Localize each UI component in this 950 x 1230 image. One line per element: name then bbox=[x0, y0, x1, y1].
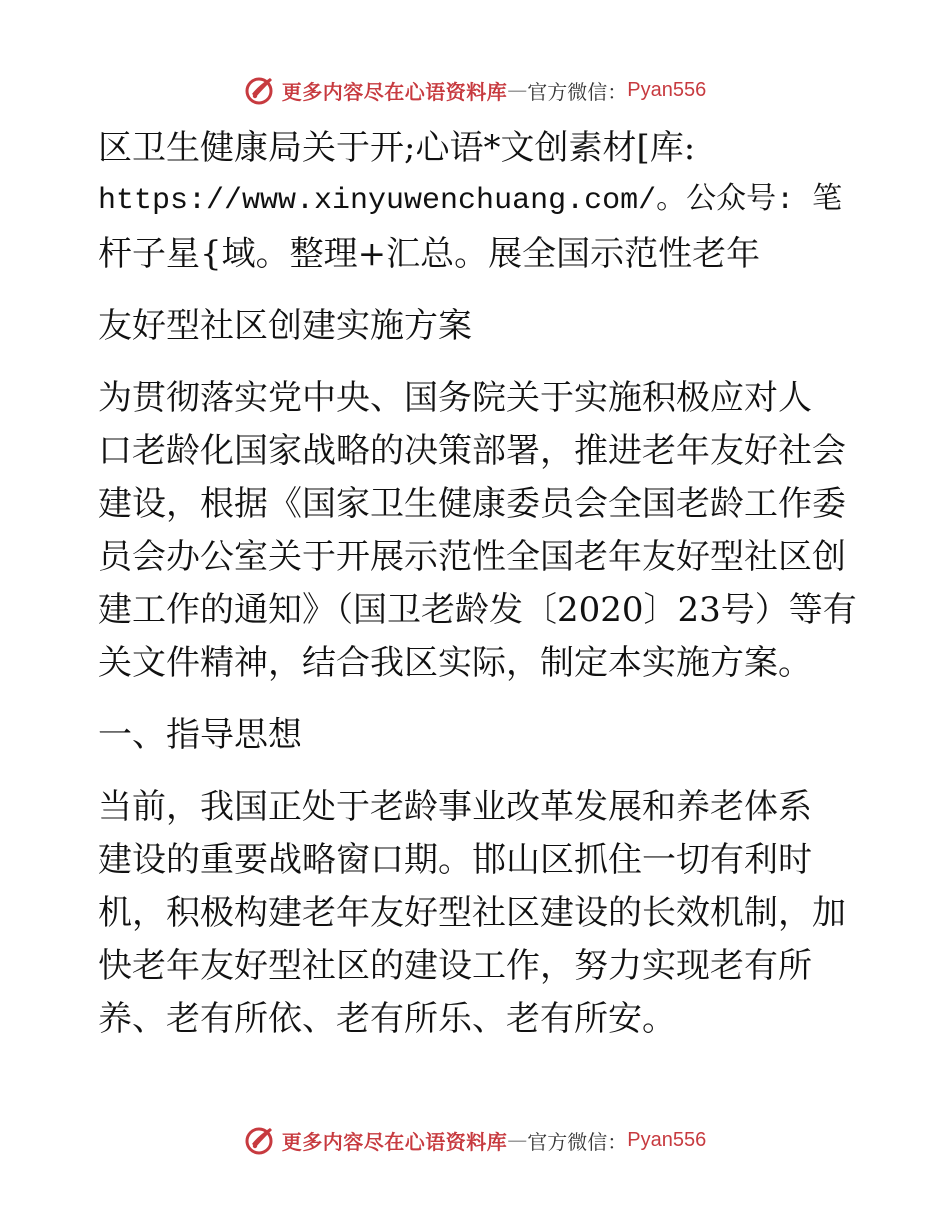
text-line: 快老年友好型社区的建设工作，努力实现老有所 bbox=[98, 946, 812, 986]
watermark-handle: Pyan556 bbox=[627, 78, 707, 101]
watermark-official-label: 官方微信： bbox=[527, 79, 628, 104]
intro-paragraph bbox=[98, 122, 858, 281]
brush-logo-icon bbox=[244, 1124, 276, 1156]
text-line: 员会办公室关于开展示范性全国老年友好型社区创 bbox=[98, 537, 846, 577]
document-body bbox=[98, 122, 858, 1065]
text-line: 一、指导思想 bbox=[98, 715, 302, 755]
text-line: 关文件精神，结合我区实际，制定本实施方案。 bbox=[98, 643, 812, 683]
watermark-brand: 更多内容尽在心语资料库 bbox=[281, 79, 508, 104]
watermark-banner-top bbox=[0, 70, 950, 110]
text-line: 为贯彻落实党中央、国务院关于实施积极应对人 bbox=[98, 378, 812, 418]
document-title-line bbox=[98, 300, 858, 353]
guiding-thought-paragraph bbox=[98, 781, 858, 1046]
text-line-url: https://www.xinyuwenchuang.com/。公众号: 笔 bbox=[98, 184, 843, 218]
text-line: 建设的重要战略窗口期。邯山区抓住一切有利时 bbox=[98, 840, 812, 880]
watermark-brand: 更多内容尽在心语资料库 bbox=[281, 1129, 508, 1154]
preamble-paragraph bbox=[98, 372, 858, 690]
watermark-separator: — bbox=[507, 1128, 528, 1152]
brush-logo-icon bbox=[244, 74, 276, 106]
text-line: 当前，我国正处于老龄事业改革发展和养老体系 bbox=[98, 787, 812, 827]
text-line: 建工作的通知》（国卫老龄发〔2020〕23号）等有 bbox=[98, 590, 857, 630]
text-line: 机，积极构建老年友好型社区建设的长效机制，加 bbox=[98, 893, 846, 933]
watermark-separator: — bbox=[507, 78, 528, 102]
text-line: 口老龄化国家战略的决策部署，推进老年友好社会 bbox=[98, 431, 846, 471]
text-line: 杆子星{域。整理+汇总。展全国示范性老年 bbox=[98, 234, 761, 274]
section-heading bbox=[98, 709, 858, 762]
text-line: 区卫生健康局关于开;心语*文创素材[库: bbox=[98, 128, 696, 168]
text-line: 养、老有所依、老有所乐、老有所安。 bbox=[98, 999, 676, 1039]
watermark-official-label: 官方微信： bbox=[527, 1129, 628, 1154]
text-line: 友好型社区创建实施方案 bbox=[98, 306, 472, 346]
watermark-handle: Pyan556 bbox=[627, 1128, 707, 1151]
watermark-banner-bottom bbox=[0, 1120, 950, 1160]
text-line: 建设，根据《国家卫生健康委员会全国老龄工作委 bbox=[98, 484, 846, 524]
